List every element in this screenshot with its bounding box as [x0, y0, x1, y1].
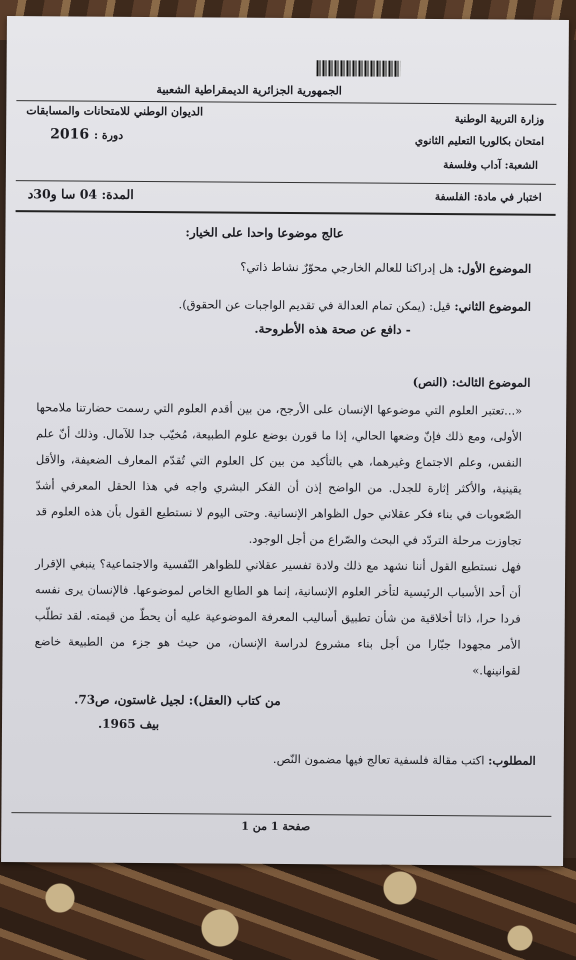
- task: [273, 752, 536, 768]
- duration: المدة: 04 سا و30د: [27, 186, 134, 202]
- passage-paragraph-1: «...تعتبر العلوم التي موضوعها الإنسان على الأرجح، من بين أقدم العلوم التي رسمت حضارتنا ملامحها الأولى، ومع ذلك فإنّ وضعها الحالي، إذا ما قورن بوضع علوم الطبيعة، مُخيّب جدا للآمال. وذلك أنّ علم النفس، وعلم الاجتماع وغيرهما، هي بالتأكيد من بين كل العلوم التي تُقدّم المعارف الضعيفة، والأقل يقينية، والأكثر إثارة للجدل. من الواضح إذن أن الفكر البشري واجه في هذا الحقل المعرفي أشدّ الصّعوبات في بناء فكر عقلاني حول الظواهر الإنسانية. وحتى اليوم لا نستطيع القول بأن هذه العلوم قد تجاوزت مرحلة التردّد في البحث والصّراع من أجل الوجود.: [35, 400, 523, 548]
- republic-title: الجمهورية الجزائرية الديمقراطية الشعبية: [156, 83, 342, 98]
- carpet-background-bottom: [0, 858, 576, 960]
- topic-1-text: هل إدراكنا للعالم الخارجي محوّرٌ نشاط ذاتي؟: [240, 259, 454, 276]
- barcode-icon: [317, 60, 401, 77]
- topic-1: [240, 260, 531, 276]
- session-label: دورة :: [93, 128, 124, 142]
- topic-1-label: الموضوع الأول:: [457, 261, 532, 276]
- session-year: 2016: [50, 126, 90, 143]
- passage-paragraph-2: فهل نستطيع القول أننا نشهد مع ذلك ولادة تفسير عقلاني للظواهر النّفسية والاجتماعية؟ ينبغي الإقرار أن أحد الأسباب الرئيسية لتأخر العلوم الإنسانية، إنما هو الطابع الخاص لموضوعها. فالإنسان يرى نفسه فردا حرا، ذاتا أخلاقية من شأن تطبيق أساليب المعرفة الموضوعية عليه أن يحطّ من قيمته. لقد تطلّب الأمر مجهودا جبّارا من أجل بناء مشروع لدراسة الإنسان، من حيث هو جزء من الطبيعة خاضع لقوانينها.»: [34, 556, 522, 678]
- source-line-2: بيف 1965.: [97, 716, 160, 732]
- source-line-1: من كتاب (العقل): لجيل غاستون، ص73.: [74, 692, 281, 708]
- branch: الشعبة: آداب وفلسفة: [443, 159, 538, 172]
- task-label: المطلوب:: [488, 753, 536, 768]
- task-text: اكتب مقالة فلسفية تعالج فيها مضمون النّص.: [272, 751, 485, 768]
- footer-divider: [11, 812, 551, 817]
- header-divider-bottom: [16, 210, 556, 216]
- ministry-name: وزارة التربية الوطنية: [454, 113, 545, 126]
- topic-2-text: قيل: (يمكن تمام العدالة في تقديم الواجبات عن الحقوق).: [178, 297, 451, 314]
- topic-2: [179, 297, 531, 313]
- instruction: عالج موضوعا واحدا على الخيار:: [185, 225, 344, 241]
- topic-2-task: - دافع عن صحة هذه الأطروحة.: [254, 321, 411, 337]
- session: [50, 126, 123, 143]
- office-name: الديوان الوطني للامتحانات والمسابقات: [26, 104, 204, 119]
- topic-3-label: الموضوع الثالث: (النص): [412, 374, 531, 390]
- subject: اختبار في مادة: الفلسفة: [434, 191, 542, 204]
- page-number: صفحة 1 من 1: [241, 819, 311, 834]
- exam-title: امتحان بكالوريا التعليم الثانوي: [414, 134, 545, 148]
- header-divider-mid: [16, 180, 556, 185]
- topic-2-label: الموضوع الثاني:: [454, 299, 531, 314]
- exam-paper: [1, 16, 569, 866]
